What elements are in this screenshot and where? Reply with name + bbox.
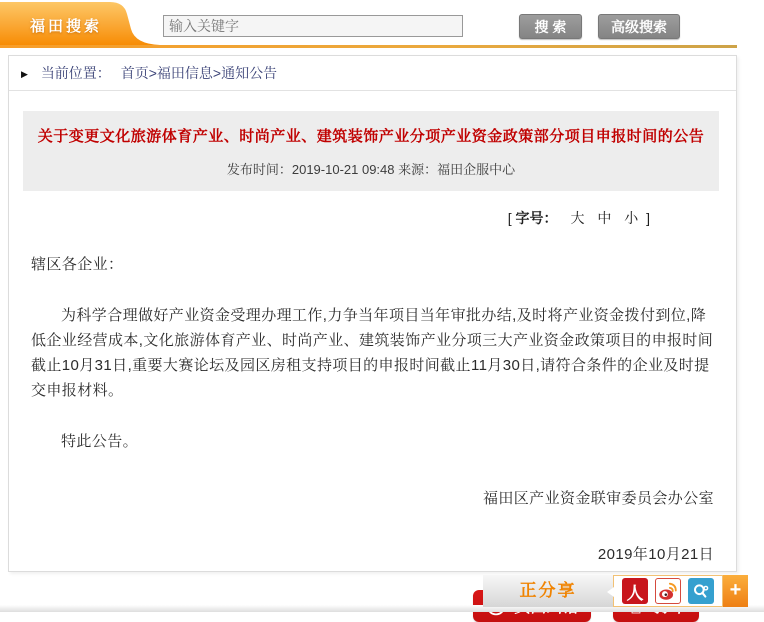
share-more-button[interactable]: +	[723, 575, 748, 607]
search-button[interactable]: 搜 索	[519, 14, 582, 39]
breadcrumb	[9, 56, 736, 91]
breadcrumb-link[interactable]: 通知公告	[221, 65, 278, 81]
page-title: 关于变更文化旅游体育产业、时尚产业、建筑装饰产业分项产业资金政策部分项目申报时间的公告	[37, 128, 705, 145]
fontsize-large[interactable]: 大	[570, 209, 585, 226]
sina-weibo-share-icon[interactable]	[655, 578, 681, 604]
closing-line: 特此公告。	[61, 432, 139, 450]
fontsize-selector	[9, 208, 736, 228]
share-icons-box	[613, 575, 723, 607]
renren-glyph: 人	[626, 583, 644, 603]
fontsize-label: 字号：	[515, 209, 558, 226]
issuing-office: 福田区产业资金联审委员会办公室	[482, 489, 714, 507]
tencent-weibo-glyph	[691, 581, 711, 601]
fontsize-small[interactable]: 小	[624, 209, 639, 226]
fontsize-close: ]	[646, 209, 650, 226]
issue-date: 2019年10月21日	[597, 545, 714, 563]
article-header	[23, 111, 719, 191]
content-panel	[8, 55, 737, 572]
search-header	[0, 0, 764, 48]
publish-meta: 发布时间：2019-10-21 09:48 来源：福田企服中心	[226, 161, 516, 177]
sina-weibo-glyph	[657, 580, 679, 602]
share-widget	[483, 575, 748, 607]
share-label[interactable]: 正分享	[483, 575, 613, 607]
header-divider	[0, 45, 737, 48]
breadcrumb-link[interactable]: 首页	[120, 65, 149, 81]
tencent-weibo-share-icon[interactable]	[688, 578, 714, 604]
breadcrumb-label: 当前位置：	[40, 65, 111, 81]
breadcrumb-link[interactable]: 福田信息	[156, 65, 213, 81]
breadcrumb-links: 首页>福田信息>通知公告	[120, 65, 278, 81]
announcement-paragraph: 为科学合理做好产业资金受理办理工作,力争当年项目当年审批办结,及时将产业资金拨付到位,降低企业经营成本,文化旅游体育产业、时尚产业、建筑装饰产业分项三大产业资金政策项目的申报时间截止10月31日,重要大赛论坛及园区房租支持项目的申报时间截止11月30日,请符合条件的企业及时提交申报材料。	[31, 306, 714, 399]
renren-share-icon[interactable]	[622, 578, 648, 604]
fontsize-open: [	[507, 209, 516, 226]
article-body	[9, 253, 736, 622]
salutation: 辖区各企业：	[31, 255, 124, 273]
fontsize-medium[interactable]: 中	[597, 209, 612, 226]
search-input[interactable]	[163, 15, 463, 37]
advanced-search-button[interactable]: 高级搜索	[598, 14, 680, 39]
tab-futian-search[interactable]: 福田搜索	[30, 18, 103, 35]
breadcrumb-arrow-icon: ▶	[21, 69, 28, 79]
